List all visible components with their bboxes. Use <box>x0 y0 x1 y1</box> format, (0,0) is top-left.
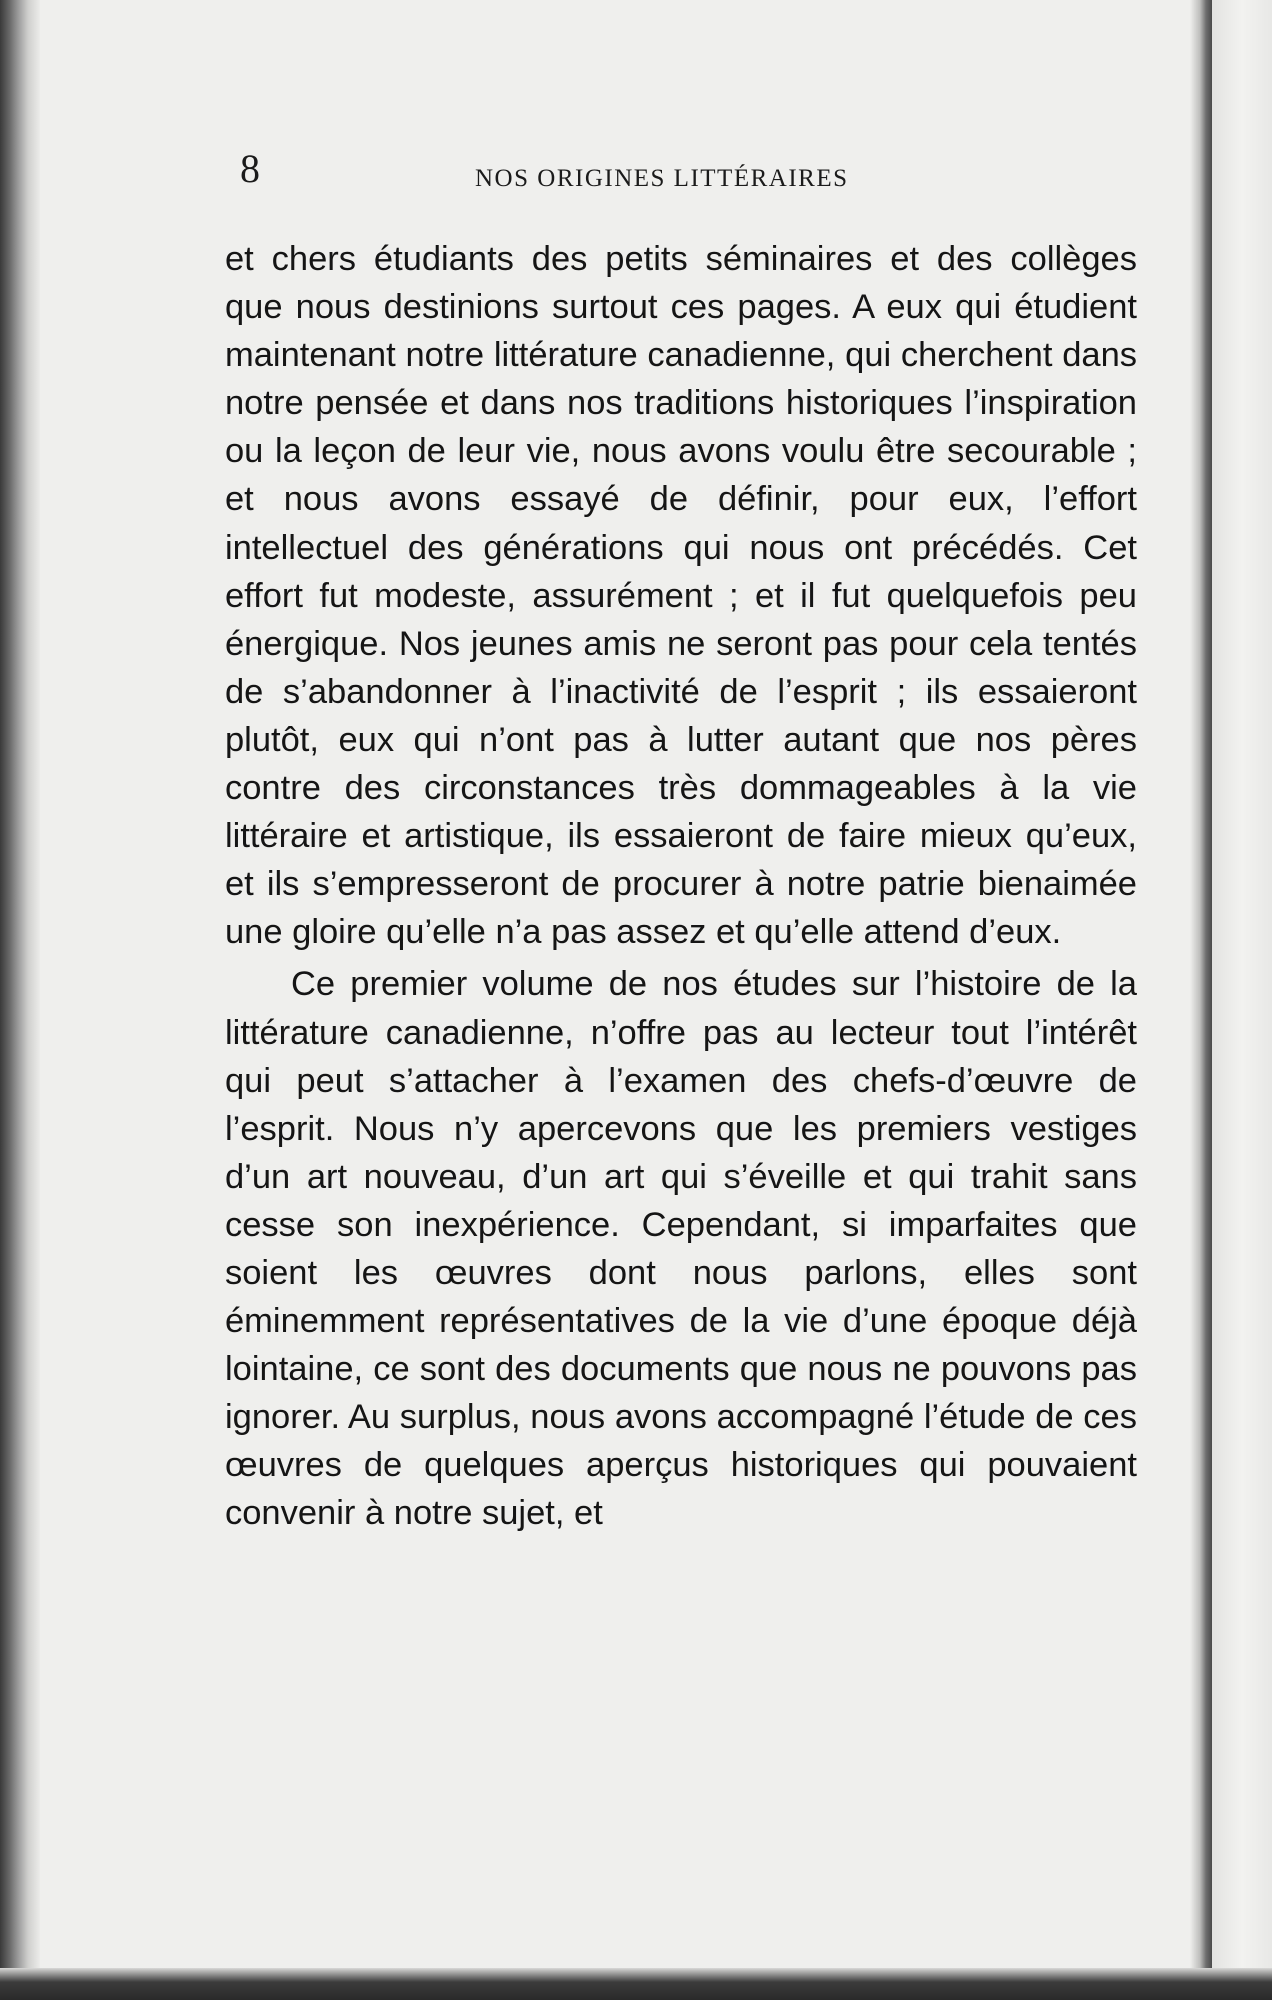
adjacent-page-edge <box>1212 0 1272 2000</box>
paragraph-1: et chers étudiants des petits séminaires et des collèges que nous destinions surtout ces pages. A eux qui étudient maintenant notre littérature canadienne, qui cherchent dans notre pensée et dans nos traditions historiques l’inspiration ou la leçon de leur vie, nous avons voulu être secourable ; et nous avons essayé de définir, pour eux, l’effort intellectuel des générations qui nous ont précédés. Cet effort fut modeste, assurément ; et il fut quelquefois peu énergique. Nos jeunes amis ne seront pas pour cela tentés de s’abandonner à l’inactivité de l’esprit ; ils essaieront plutôt, eux qui n’ont pas à lutter autant que nos pères contre des circonstances très dommageables à la vie littéraire et artistique, ils essaieront de faire mieux qu’eux, et ils s’empresseront de procurer à notre patrie bienaimée une gloire qu’elle n’a pas assez et qu’elle attend d’eux. <box>225 240 1137 952</box>
running-head-title: NOS ORIGINES LITTÉRAIRES <box>475 165 849 192</box>
paragraph-2: Ce premier volume de nos études sur l’histoire de la littérature canadienne, n’offre pas au lecteur tout l’intérêt qui peut s’attacher à l’examen des chefs-d’œuvre de l’esprit. Nous n’y apercevons que les premiers vestiges d’un art nouveau, d’un art qui s’éveille et qui trahit sans cesse son inexpérience. Cependant, si imparfaites que soient les œuvres dont nous parlons, elles sont éminemment représentatives de la vie d’une époque déjà lointaine, ce sont des documents que nous ne pouvons pas ignorer. Au surplus, nous avons accompagné l’étude de ces œuvres de quelques aperçus historiques qui pouvaient convenir à notre sujet, et <box>225 965 1137 1533</box>
running-head <box>240 145 1140 195</box>
page-number: 8 <box>240 146 260 191</box>
body-text <box>225 235 1137 1538</box>
scan-bottom-edge <box>0 1968 1272 2000</box>
gutter-shadow <box>1190 0 1212 2000</box>
